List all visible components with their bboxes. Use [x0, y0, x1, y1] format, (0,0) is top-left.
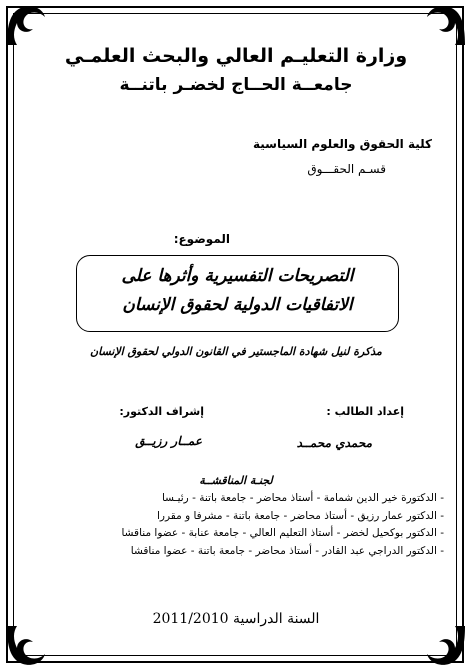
corner-ornament	[423, 3, 469, 49]
academic-year: السنة الدراسية 2011/2010	[152, 611, 320, 627]
committee-member: - الدكتور الدراجي عبد القادر - أستاذ محاضر - جامعة باتنة - عضوا مناقشا	[130, 544, 444, 557]
corner-ornament	[3, 3, 49, 49]
committee-member: - الدكتور عمار رزيق - أستاذ محاضر - جامعة باتنة - مشرفا و مقررا	[157, 509, 444, 522]
department-name: قسـم الحقـــوق	[307, 162, 386, 176]
faculty-name: كلية الحقوق والعلوم السياسية	[252, 137, 432, 151]
committee-label: لجنـة المناقشــة	[199, 474, 273, 487]
corner-ornament	[3, 622, 49, 668]
preparer-name: محمدي محمــد	[296, 436, 372, 450]
thesis-title-line2: الاتفاقيات الدولية لحقوق الإنسان	[122, 295, 353, 315]
committee-member: - الدكتور بوكحيل لخضر - أستاذ التعليم العالي - جامعة عنابة - عضوا مناقشا	[121, 527, 444, 539]
corner-ornament	[423, 622, 469, 668]
preparer-label: إعداد الطالب :	[326, 405, 404, 418]
supervisor-label: إشراف الدكتور:	[119, 405, 204, 418]
committee-member: - الدكتورة خير الدين شمامة - أستاذ محاضر - جامعة باتنة - رئيـسا	[161, 492, 444, 504]
ministry-heading: وزارة التعليـم العالي والبحث العلمـي	[64, 45, 408, 67]
university-heading: جامعــة الحــاج لخضـر باتنــة	[119, 75, 353, 95]
subject-label: الموضوع:	[173, 232, 230, 246]
committee-members-list	[121, 490, 444, 560]
supervisor-name: عمــار رزيــق	[135, 434, 202, 448]
thesis-title-line1: التصريحات التفسيرية وأثرها على	[121, 266, 354, 286]
memo-description: مذكرة لنيل شهادة الماجستير في القانون الدولي لحقوق الإنسان	[90, 345, 382, 358]
